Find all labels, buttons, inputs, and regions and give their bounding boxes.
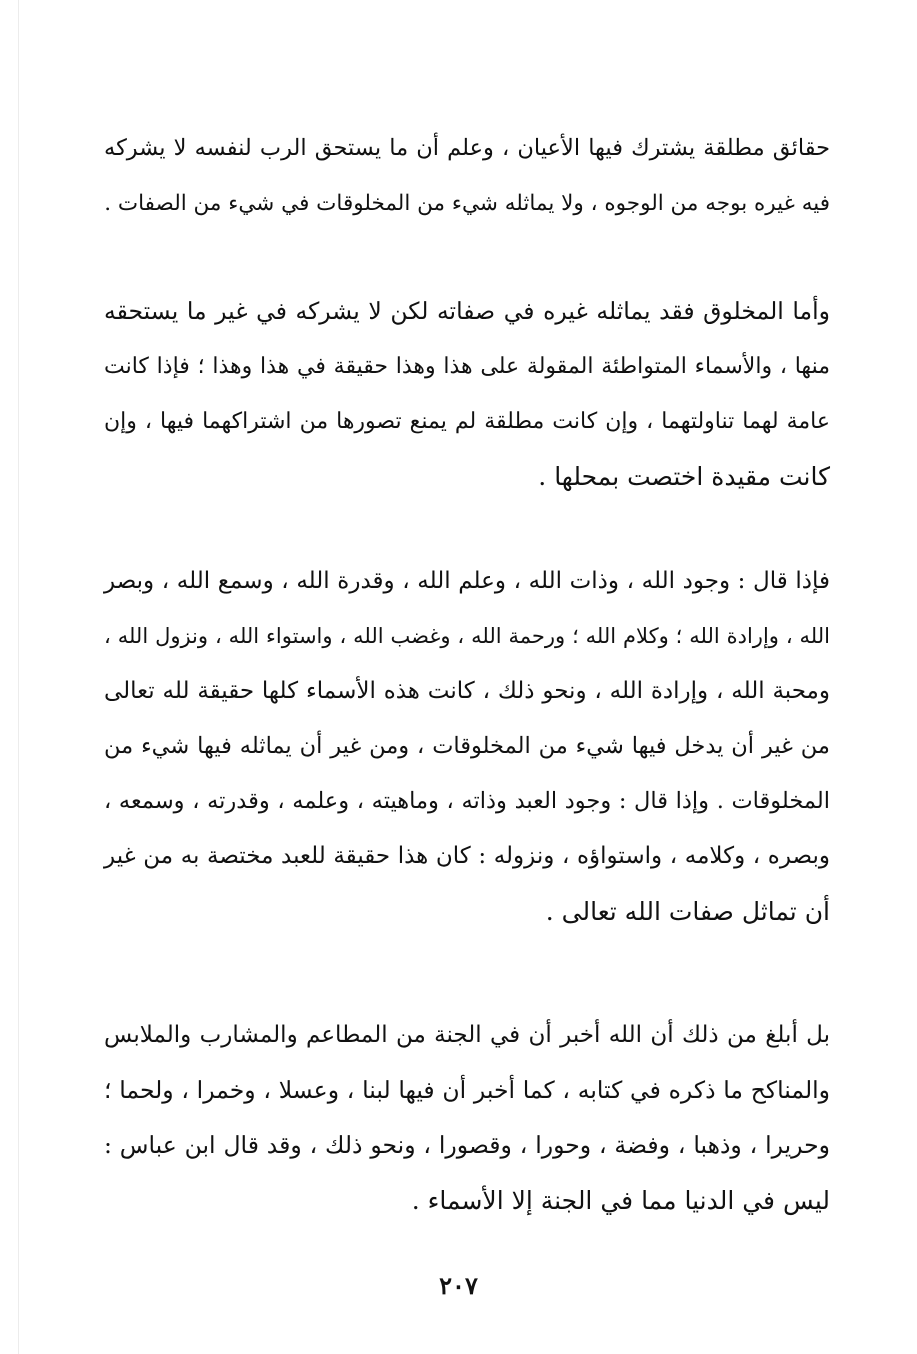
text-line: ومحبة الله ، وإرادة الله ، ونحو ذلك ، كانت هذه الأسماء كلها حقيقة لله تعالى [104, 678, 830, 704]
text-line: حقائق مطلقة يشترك فيها الأعيان ، وعلم أن ما يستحق الرب لنفسه لا يشركه [104, 135, 830, 161]
text-line: منها ، والأسماء المتواطئة المقولة على هذا وهذا حقيقة في هذا وهذا ؛ فإذا كانت [104, 354, 830, 379]
paragraph-2 [104, 284, 830, 504]
text-line: بل أبلغ من ذلك أن الله أخبر أن في الجنة من المطاعم والمشارب والملابس [104, 1022, 830, 1048]
paragraph-1 [104, 121, 830, 231]
paragraph-4 [104, 1008, 830, 1228]
text-line: وحريرا ، وذهبا ، وفضة ، وحورا ، وقصورا ، ونحو ذلك ، وقد قال ابن عباس : [104, 1131, 830, 1159]
text-line: أن تماثل صفات الله تعالى . [545, 897, 830, 926]
text-line: والمناكح ما ذكره في كتابه ، كما أخبر أن فيها لبنا ، وعسلا ، وخمرا ، ولحما ؛ [104, 1076, 830, 1104]
text-line: ليس في الدنيا مما في الجنة إلا الأسماء . [411, 1186, 830, 1215]
text-line: فإذا قال : وجود الله ، وذات الله ، وعلم الله ، وقدرة الله ، وسمع الله ، وبصر [104, 568, 830, 594]
text-line: وأما المخلوق فقد يماثله غيره في صفاته لكن لا يشركه في غير ما يستحقه [104, 297, 830, 325]
text-line: كانت مقيدة اختصت بمحلها . [538, 462, 830, 491]
text-line: وبصره ، وكلامه ، واستواؤه ، ونزوله : كان هذا حقيقة للعبد مختصة به من غير [104, 843, 830, 869]
text-line: فيه غيره بوجه من الوجوه ، ولا يماثله شيء من المخلوقات في شيء من الصفات . [104, 191, 830, 216]
text-line: من غير أن يدخل فيها شيء من المخلوقات ، ومن غير أن يماثله فيها شيء من [104, 733, 830, 759]
text-line: عامة لهما تناولتهما ، وإن كانت مطلقة لم يمنع تصورها من اشتراكهما فيها ، وإن [104, 409, 830, 434]
text-line: المخلوقات . وإذا قال : وجود العبد وذاته ، وماهيته ، وعلمه ، وقدرته ، وسمعه ، [104, 788, 830, 814]
page-edge-shadow [18, 0, 19, 1354]
text-line: الله ، وإرادة الله ؛ وكلام الله ؛ ورحمة الله ، وغضب الله ، واستواء الله ، ونزول الله ، [104, 624, 830, 648]
paragraph-3 [104, 554, 830, 939]
page-number: ٢٠٧ [439, 1271, 478, 1300]
